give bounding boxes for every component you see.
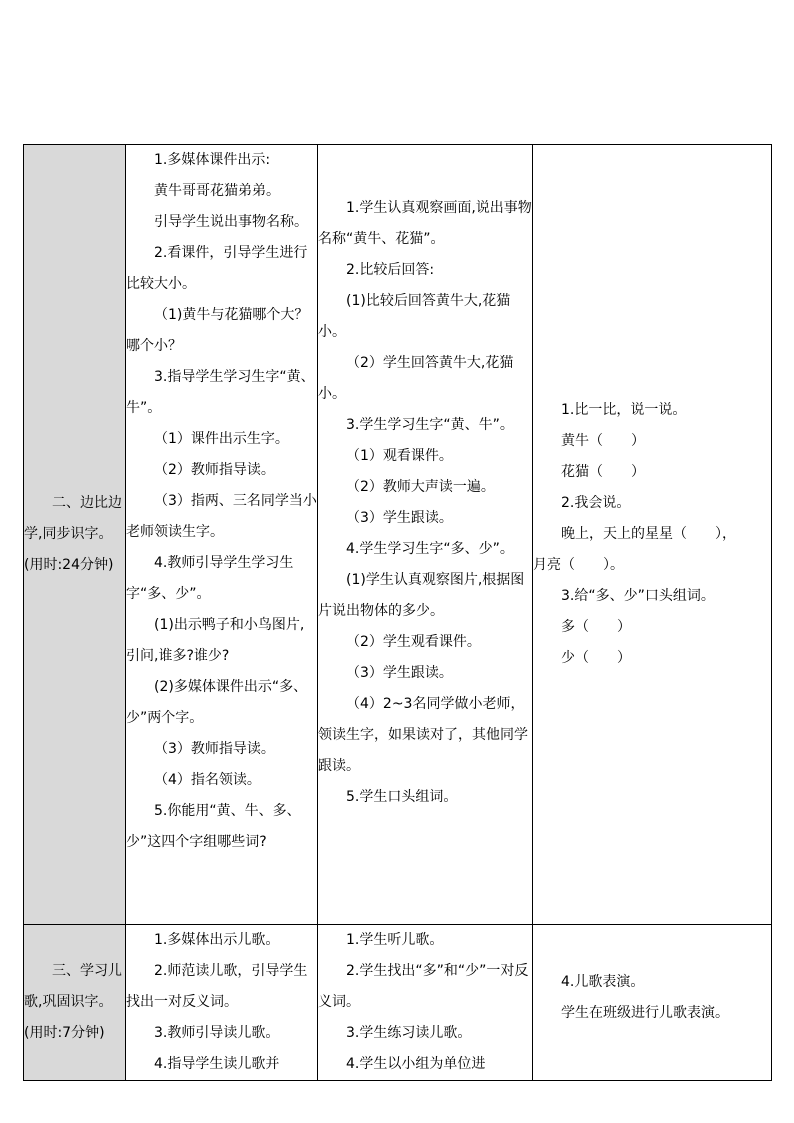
stage-label: 三、学习儿歌,巩固识字。(用时:7分钟) <box>24 963 122 1041</box>
student-line: （3）学生跟读。 <box>346 510 453 526</box>
exercise-line: 月亮（ ）。 <box>533 557 624 573</box>
exercise-line: 4.儿歌表演。 <box>561 974 645 990</box>
student-line: (1)比较后回答黄牛大,花猫小。 <box>318 293 511 340</box>
student-line: （3）学生跟读。 <box>346 665 453 681</box>
student-line: 2.比较后回答: <box>346 262 435 278</box>
student-line: （2）学生观看课件。 <box>346 634 481 650</box>
teacher-line: 引导学生说出事物名称。 <box>154 214 308 230</box>
teacher-line: 3.教师引导读儿歌。 <box>154 1025 280 1041</box>
exercise-cell <box>533 145 772 925</box>
student-activity-cell <box>318 145 533 925</box>
student-line: 4.学生学习生字“多、少”。 <box>346 541 514 557</box>
student-line: (1)学生认真观察图片,根据图片说出物体的多少。 <box>318 572 525 619</box>
table-row <box>24 925 772 1081</box>
stage-cell <box>24 925 126 1081</box>
student-line: 3.学生学习生字“黄、牛”。 <box>346 417 514 433</box>
student-line: （1）观看课件。 <box>346 448 453 464</box>
exercise-line: 3.给“多、少”口头组词。 <box>561 588 715 604</box>
teacher-line: 1.多媒体课件出示: <box>154 152 271 168</box>
teacher-line: 1.多媒体出示儿歌。 <box>154 932 280 948</box>
teacher-line: 2.看课件，引导学生进行比较大小。 <box>126 245 308 292</box>
teacher-line: 2.师范读儿歌，引导学生找出一对反义词。 <box>126 963 308 1010</box>
stage-cell <box>24 145 126 925</box>
teacher-line: （4）指名领读。 <box>154 772 261 788</box>
exercise-line: 花猫（ ） <box>561 464 645 480</box>
teacher-activity-cell <box>126 925 318 1081</box>
teacher-line: 4.指导学生读儿歌并 <box>154 1056 280 1072</box>
exercise-line: 少（ ） <box>561 650 631 666</box>
exercise-line: 多（ ） <box>561 619 631 635</box>
student-line: 3.学生练习读儿歌。 <box>346 1025 472 1041</box>
exercise-line: 1.比一比，说一说。 <box>561 402 687 418</box>
student-line: （2）教师大声读一遍。 <box>346 479 495 495</box>
teacher-line: (2)多媒体课件出示“多、少”两个字。 <box>126 679 308 726</box>
teacher-activity-cell <box>126 145 318 925</box>
table-row <box>24 145 772 925</box>
lesson-plan-table <box>23 144 772 1081</box>
student-activity-cell <box>318 925 533 1081</box>
student-line: 5.学生口头组词。 <box>346 789 458 805</box>
teacher-line: （3）指两、三名同学当小老师领读生字。 <box>126 493 317 540</box>
teacher-line: （1)黄牛与花猫哪个大？哪个小？ <box>126 307 309 354</box>
teacher-line: 4.教师引导学生学习生字“多、少”。 <box>126 555 294 602</box>
exercise-line: 晚上，天上的星星（ ）， <box>561 526 736 542</box>
student-line: 2.学生找出“多”和“少”一对反义词。 <box>318 963 529 1010</box>
teacher-line: （3）教师指导读。 <box>154 741 275 757</box>
student-line: （4）2~3名同学做小老师，领读生字，如果读对了，其他同学跟读。 <box>318 696 528 774</box>
teacher-line: 5.你能用“黄、牛、多、少”这四个字组哪些词? <box>126 803 301 850</box>
exercise-line: 2.我会说。 <box>561 495 631 511</box>
teacher-line: 3.指导学生学习生字“黄、牛”。 <box>126 369 315 416</box>
teacher-line: 黄牛哥哥花猫弟弟。 <box>154 183 280 199</box>
student-line: 4.学生以小组为单位进 <box>346 1056 486 1072</box>
student-line: 1.学生听儿歌。 <box>346 932 444 948</box>
exercise-cell <box>533 925 772 1081</box>
teacher-line: （1）课件出示生字。 <box>154 431 289 447</box>
student-line: 1.学生认真观察画面,说出事物名称“黄牛、花猫”。 <box>318 200 532 247</box>
exercise-line: 黄牛（ ） <box>561 433 645 449</box>
student-line: （2）学生回答黄牛大,花猫小。 <box>318 355 514 402</box>
stage-label: 二、边比边学,同步识字。(用时:24分钟) <box>24 495 122 573</box>
exercise-line: 学生在班级进行儿歌表演。 <box>561 1005 729 1021</box>
teacher-line: （2）教师指导读。 <box>154 462 275 478</box>
teacher-line: (1)出示鸭子和小鸟图片,引问,谁多?谁少? <box>126 617 305 664</box>
